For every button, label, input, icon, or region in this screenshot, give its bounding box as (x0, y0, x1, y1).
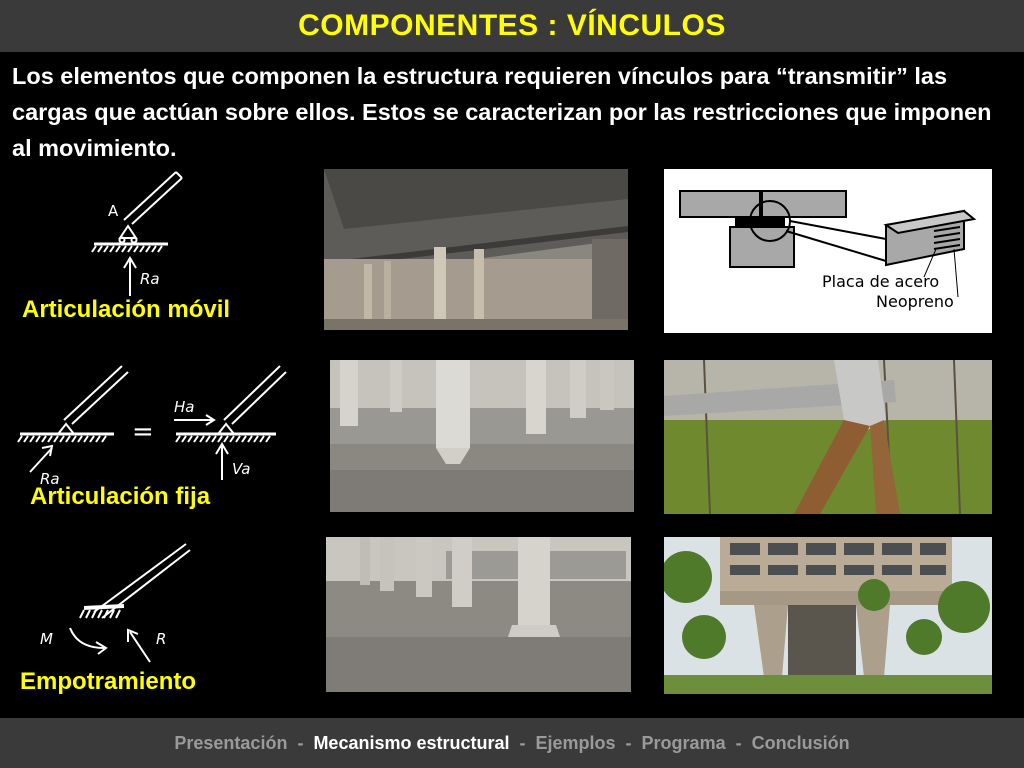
placa-label: Placa de acero (822, 272, 940, 291)
steel-node-photo (664, 360, 992, 514)
articulacion-fija-sketch (14, 360, 294, 490)
nav-separator: - (625, 732, 632, 753)
nav-separator: - (519, 732, 526, 753)
building-pilotis-photo (664, 537, 992, 694)
section-label-articulacion-movil: Articulación móvil (22, 296, 231, 323)
nav-separator: - (297, 732, 304, 753)
nav-presentacion[interactable]: Presentación (174, 732, 288, 753)
footer-nav (0, 718, 1024, 768)
sketch-label-ra-2: Ra (40, 470, 60, 488)
nav-conclusion[interactable]: Conclusión (751, 732, 850, 753)
sketch-label-a: A (108, 202, 119, 220)
sketch-equals: = (132, 417, 154, 447)
nav-separator: - (735, 732, 742, 753)
nav-programa[interactable]: Programa (641, 732, 726, 753)
sketch-label-m: M (40, 630, 53, 648)
sketch-label-r: R (156, 630, 167, 648)
sketch-label-ha: Ha (174, 398, 195, 416)
intro-text: Los elementos que componen la estructura requieren vínculos para “transmitir” las cargas que actúan sobre ellos. Estos se caracterizan por las restricciones que imponen al movimiento. (12, 63, 992, 161)
section-label-articulacion-fija: Articulación fija (30, 483, 211, 510)
bridge-underside-photo (324, 169, 628, 330)
columns-photo (330, 360, 634, 512)
page-title: COMPONENTES : VÍNCULOS (298, 9, 726, 42)
neopreno-label: Neopreno (876, 292, 954, 311)
nav-mecanismo-estructural[interactable]: Mecanismo estructural (313, 732, 510, 753)
articulacion-movil-sketch (88, 168, 188, 300)
sketch-label-ra: Ra (140, 270, 160, 288)
empotramiento-sketch (30, 540, 200, 668)
section-label-empotramiento: Empotramiento (20, 668, 197, 695)
title-bar (0, 0, 1024, 52)
sketch-label-va: Va (232, 460, 251, 478)
nav-ejemplos[interactable]: Ejemplos (535, 732, 616, 753)
placa-neopreno-diagram (664, 169, 992, 333)
columns-pavement-photo (326, 537, 631, 692)
